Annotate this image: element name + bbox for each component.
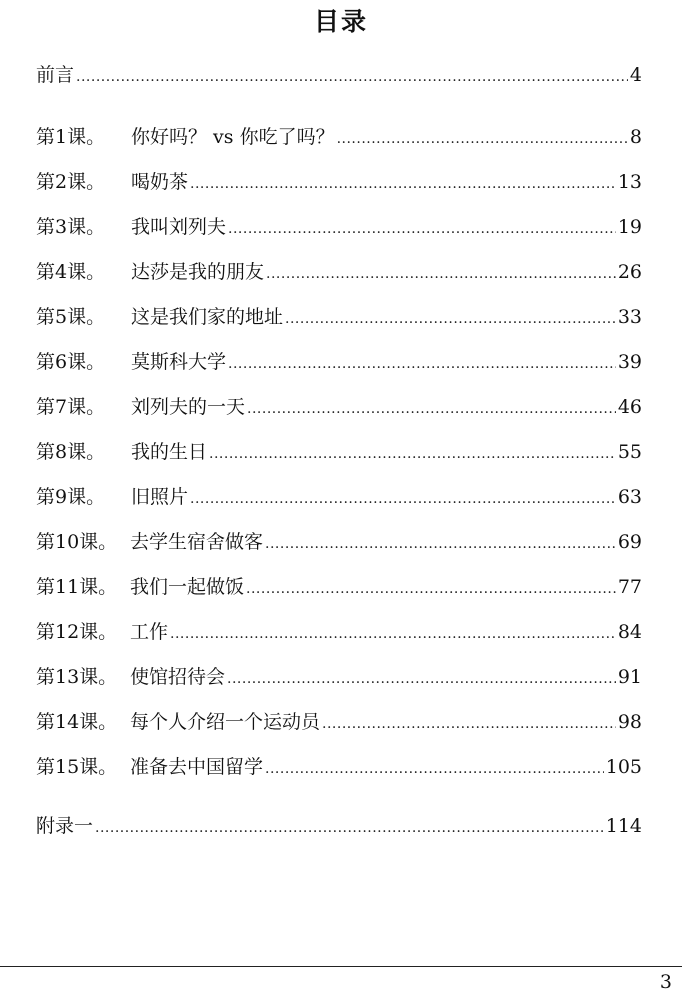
dot-leader: [190, 485, 616, 513]
toc-entry-title: 我叫刘列夫: [131, 216, 227, 238]
toc-entry-page: 4: [629, 64, 642, 86]
dot-leader: [76, 63, 628, 91]
toc-entry-title: 达莎是我的朋友: [131, 261, 265, 283]
dot-leader: [285, 305, 616, 333]
toc-entry-page: 105: [605, 756, 642, 778]
toc-entry-lesson-10[interactable]: [36, 528, 642, 556]
lesson-number: 第7课。: [36, 396, 106, 418]
toc-entry-page: 77: [617, 576, 642, 598]
dot-leader: [228, 350, 616, 378]
lesson-number: 第9课。: [36, 486, 106, 508]
toc-entry-title: 去学生宿舍做客: [130, 531, 264, 553]
lesson-number: 第12课。: [36, 621, 118, 643]
lesson-number: 第2课。: [36, 171, 106, 193]
lesson-number: 第14课。: [36, 711, 118, 733]
toc-entry-lesson-7[interactable]: [36, 393, 642, 421]
toc-entry-lesson-9[interactable]: [36, 483, 642, 511]
toc-entry-title: 工作: [130, 621, 169, 643]
toc-entry-page: 19: [617, 216, 642, 238]
lesson-number: 第3课。: [36, 216, 106, 238]
toc-entry-page: 39: [617, 351, 642, 373]
lesson-number: 第8课。: [36, 441, 106, 463]
dot-leader: [265, 530, 616, 558]
toc-entry-lesson-3[interactable]: [36, 213, 642, 241]
toc-entry-lesson-6[interactable]: [36, 348, 642, 376]
toc-entry-lesson-2[interactable]: [36, 168, 642, 196]
toc-entry-title: 旧照片: [131, 486, 189, 508]
dot-leader: [228, 215, 616, 243]
dot-leader: [209, 440, 616, 468]
dot-leader: [266, 260, 616, 288]
dot-leader: [265, 755, 604, 783]
toc-entry-page: 98: [617, 711, 642, 733]
toc-entry-page: 46: [617, 396, 642, 418]
toc-entry-lesson-1[interactable]: [36, 123, 642, 151]
toc-entry-page: 91: [617, 666, 642, 688]
toc-entry-title: 每个人介绍一个运动员: [130, 711, 321, 733]
toc-entry-page: 33: [617, 306, 642, 328]
lesson-number: 第10课。: [36, 531, 118, 553]
toc-entry-page: 63: [617, 486, 642, 508]
toc-entry-title: 这是我们家的地址: [131, 306, 284, 328]
dot-leader: [247, 395, 616, 423]
toc-entry-title: 我的生日: [131, 441, 208, 463]
toc-entry-lesson-13[interactable]: [36, 663, 642, 691]
dot-leader: [322, 710, 616, 738]
toc-entry-lesson-11[interactable]: [36, 573, 642, 601]
lesson-number: 第5课。: [36, 306, 106, 328]
toc-entry-title: 刘列夫的一天: [131, 396, 246, 418]
toc-entry-lesson-15[interactable]: [36, 753, 642, 781]
toc-entry-page: 8: [629, 126, 642, 148]
dot-leader: [246, 575, 616, 603]
toc-entry-title: 莫斯科大学: [131, 351, 227, 373]
toc-entry-lesson-5[interactable]: [36, 303, 642, 331]
toc-entry-lesson-12[interactable]: [36, 618, 642, 646]
lesson-number: 第6课。: [36, 351, 106, 373]
toc-entry-page: 13: [617, 171, 642, 193]
toc-entry-page: 84: [617, 621, 642, 643]
toc-entry-title: 我们一起做饭: [130, 576, 245, 598]
toc-entry-title: 使馆招待会: [130, 666, 226, 688]
toc-entry-page: 55: [617, 441, 642, 463]
toc-entry-lesson-4[interactable]: [36, 258, 642, 286]
toc-entry-page: 114: [605, 815, 642, 837]
lesson-number: 第11课。: [36, 576, 118, 598]
toc-entry-title: 前言: [36, 64, 75, 86]
toc-entry-lesson-8[interactable]: [36, 438, 642, 466]
toc-entry-title: 喝奶茶: [131, 171, 189, 193]
toc-entry-title: 附录一: [36, 815, 94, 837]
lesson-number: 第1课。: [36, 126, 106, 148]
toc-entry-title: 准备去中国留学: [130, 756, 264, 778]
dot-leader: [227, 665, 616, 693]
lesson-number: 第15课。: [36, 756, 118, 778]
footer-page-number: 3: [659, 971, 672, 993]
toc-entry-appendix-1[interactable]: [36, 812, 642, 840]
toc-entry-page: 26: [617, 261, 642, 283]
footer-divider: [0, 966, 682, 967]
dot-leader: [95, 814, 604, 842]
lesson-number: 第4课。: [36, 261, 106, 283]
dot-leader: [170, 620, 616, 648]
toc-entry-lesson-14[interactable]: [36, 708, 642, 736]
page-title: 目录: [313, 7, 368, 36]
toc-entry-title: 你好吗？ vs 你吃了吗？: [131, 126, 335, 148]
dot-leader: [190, 170, 616, 198]
lesson-number: 第13课。: [36, 666, 118, 688]
dot-leader: [337, 125, 628, 153]
toc-entry-page: 69: [617, 531, 642, 553]
toc-entry-preface[interactable]: [36, 61, 642, 89]
